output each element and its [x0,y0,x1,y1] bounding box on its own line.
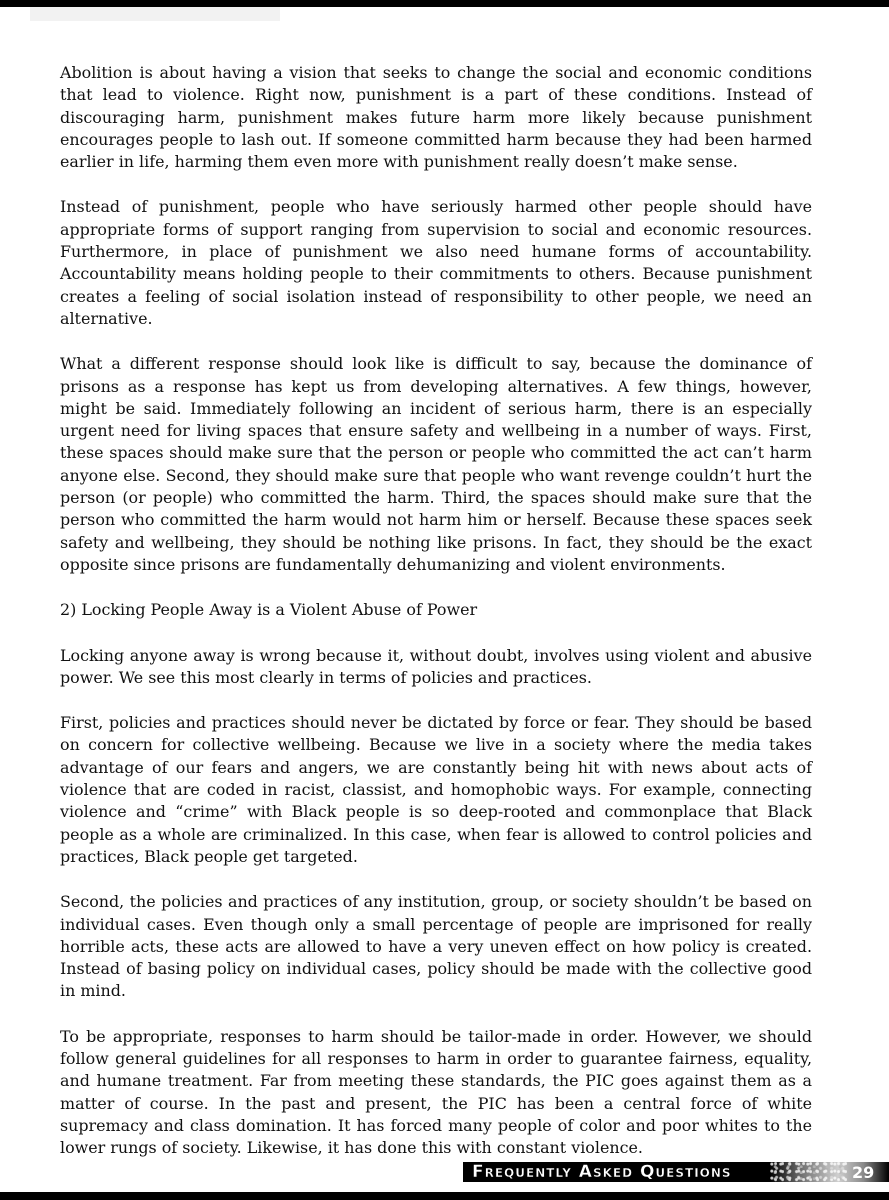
paragraph-different-response: What a different response should look like is difficult to say, because the dominance of prisons as a response has kept us from developing alternatives. A few things, however, might be said. Immediately following an incident of serious harm, there is an especially urgent need for living spaces that ensure safety and wellbeing in a number of ways. First, these spaces should make sure that the person or people who committed the act can’t harm anyone else. Second, they should make sure that people who want revenge couldn’t hurt the person (or people) who committed the harm. Third, the spaces should make sure that the person who committed the harm would not harm him or herself. Because these spaces seek safety and wellbeing, they should be nothing like prisons. In fact, they should be the exact opposite since prisons are fundamentally dehumanizing and violent environments. [60,354,812,574]
paragraph-abolition-vision: Abolition is about having a vision that seeks to change the social and economic conditions that lead to violence. Right now, punishment is a part of these conditions. Instead of discouraging harm, punishment makes future harm more likely because punishment encourages people to lash out. If someone committed harm because they had been harmed earlier in life, harming them even more with punishment really doesn’t make sense. [60,63,812,172]
paragraph-tailor-made: To be appropriate, responses to harm should be tailor-made in order. However, we should follow general guidelines for all responses to harm in order to guarantee fairness, equality, and humane treatment. Far from meeting these standards, the PIC goes against them as a matter of course. In the past and present, the PIC has been a central force of white supremacy and class domination. It has forced many people of color and poor whites to the lower rungs of society. Likewise, it has done this with constant violence. [60,1026,812,1158]
page-number: 29 [852,1163,875,1182]
footer-texture [770,1162,850,1182]
page-body [60,62,812,1182]
section-heading: 2) Locking People Away is a Violent Abuse of Power [60,600,478,620]
top-edge-bar [0,0,889,7]
paragraph-locking-away: Locking anyone away is wrong because it, without doubt, involves using violent and abusive power. We see this most clearly in terms of policies and practices. [60,645,812,687]
paragraph-individual-cases: Second, the policies and practices of any institution, group, or society shouldn’t be based on individual cases. Even though only a small percentage of people are imprisoned for really horrible acts, these acts are allowed to have a very uneven effect on how policy is created. Instead of basing policy on individual cases, policy should be made with the collective good in mind. [60,892,812,1001]
page-footer [0,1156,889,1200]
paragraph-instead-of-punishment: Instead of punishment, people who have seriously harmed other people should have appropriate forms of support ranging from supervision to social and economic resources. Furthermore, in place of punishment we also need humane forms of accountability. Accountability means holding people to their commitments to others. Because punishment creates a feeling of social isolation instead of responsibility to other people, we need an alternative. [60,197,812,328]
top-edge-strip [30,7,280,21]
footer-title: Frequently Asked Questions [472,1162,732,1182]
paragraph-force-or-fear: First, policies and practices should never be dictated by force or fear. They should be based on concern for collective wellbeing. Because we live in a society where the media takes advantage of our fears and angers, we are constantly being hit with news about acts of violence that are coded in racist, classist, and homophobic ways. For example, connecting violence and “crime” with Black people is so deep-rooted and commonplace that Black people as a whole are criminalized. In this case, when fear is allowed to control policies and practices, Black people get targeted. [60,713,812,866]
bottom-edge-bar [0,1192,889,1200]
